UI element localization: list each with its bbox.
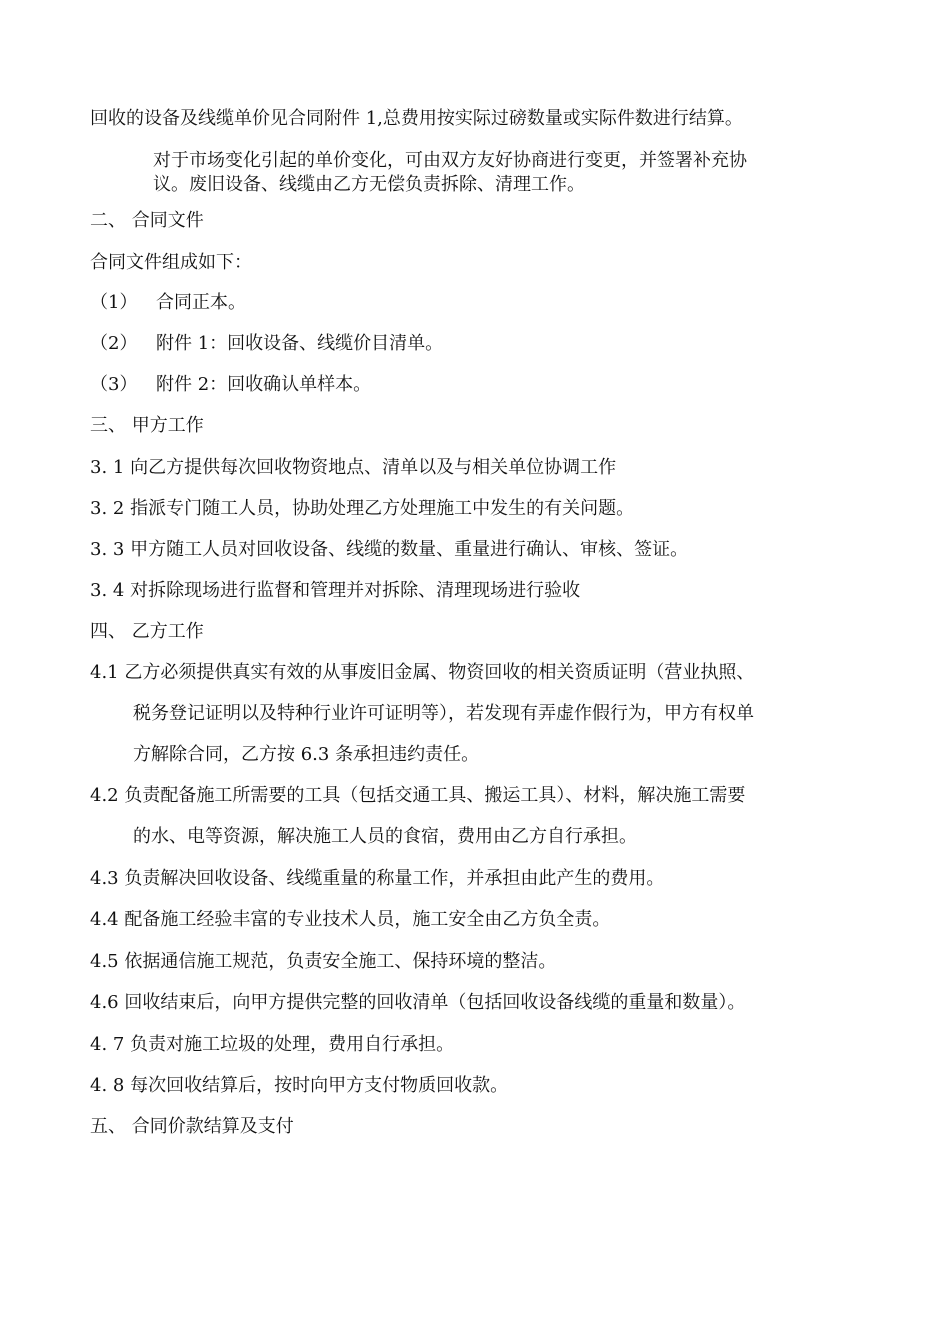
section-4-item-6: 4.6 回收结束后，向甲方提供完整的回收清单（包括回收设备线缆的重量和数量）。 (90, 992, 746, 1013)
section-4-item-4: 4.4 配备施工经验丰富的专业技术人员，施工安全由乙方负全责。 (90, 909, 611, 930)
section-4-item-3: 4.3 负责解决回收设备、线缆重量的称量工作，并承担由此产生的费用。 (90, 868, 665, 889)
section-5-heading: 五、 合同价款结算及支付 (90, 1116, 294, 1137)
section-4-item-8: 4. 8 每次回收结算后，按时向甲方支付物质回收款。 (90, 1075, 509, 1096)
section-4-item-1-line-1: 4.1 乙方必须提供真实有效的从事废旧金属、物资回收的相关资质证明（营业执照、 (90, 662, 755, 683)
list-item (90, 333, 443, 355)
section-3-item-4: 3. 4 对拆除现场进行监督和管理并对拆除、清理现场进行验收 (90, 580, 581, 601)
intro-para-2-line-1: 对于市场变化引起的单价变化，可由双方友好协商进行变更，并签署补充协 (153, 150, 747, 171)
section-2-heading: 二、 合同文件 (90, 210, 204, 231)
section-4-item-2-line-1: 4.2 负责配备施工所需要的工具（包括交通工具、搬运工具）、材料，解决施工需要 (90, 785, 746, 806)
intro-para-2-line-2: 议。废旧设备、线缆由乙方无偿负责拆除、清理工作。 (153, 174, 585, 195)
list-item (90, 374, 371, 396)
section-3-heading: 三、 甲方工作 (90, 415, 204, 436)
section-4-item-5: 4.5 依据通信施工规范，负责安全施工、保持环境的整洁。 (90, 951, 557, 972)
section-4-item-2-line-2: 的水、电等资源，解决施工人员的食宿，费用由乙方自行承担。 (133, 826, 637, 847)
list-item-number: （3） (90, 374, 138, 395)
list-item (90, 292, 246, 314)
section-3-item-1: 3. 1 向乙方提供每次回收物资地点、清单以及与相关单位协调工作 (90, 457, 617, 478)
list-item-text: 附件 2：回收确认单样本。 (156, 374, 372, 395)
section-4-item-7: 4. 7 负责对施工垃圾的处理，费用自行承担。 (90, 1034, 455, 1055)
section-4-item-1-line-2: 税务登记证明以及特种行业许可证明等），若发现有弄虚作假行为，甲方有权单 (133, 703, 754, 724)
section-3-item-3: 3. 3 甲方随工人员对回收设备、线缆的数量、重量进行确认、审核、签证。 (90, 539, 689, 560)
section-2-lead: 合同文件组成如下： (90, 252, 252, 273)
list-item-text: 附件 1：回收设备、线缆价目清单。 (156, 333, 444, 354)
list-item-text: 合同正本。 (156, 292, 246, 313)
section-4-heading: 四、 乙方工作 (90, 621, 204, 642)
intro-line-1: 回收的设备及线缆单价见合同附件 1,总费用按实际过磅数量或实际件数进行结算。 (90, 108, 743, 129)
list-item-number: （2） (90, 333, 138, 354)
section-3-item-2: 3. 2 指派专门随工人员，协助处理乙方处理施工中发生的有关问题。 (90, 498, 635, 519)
list-item-number: （1） (90, 292, 138, 313)
section-4-item-1-line-3: 方解除合同，乙方按 6.3 条承担违约责任。 (133, 744, 480, 765)
